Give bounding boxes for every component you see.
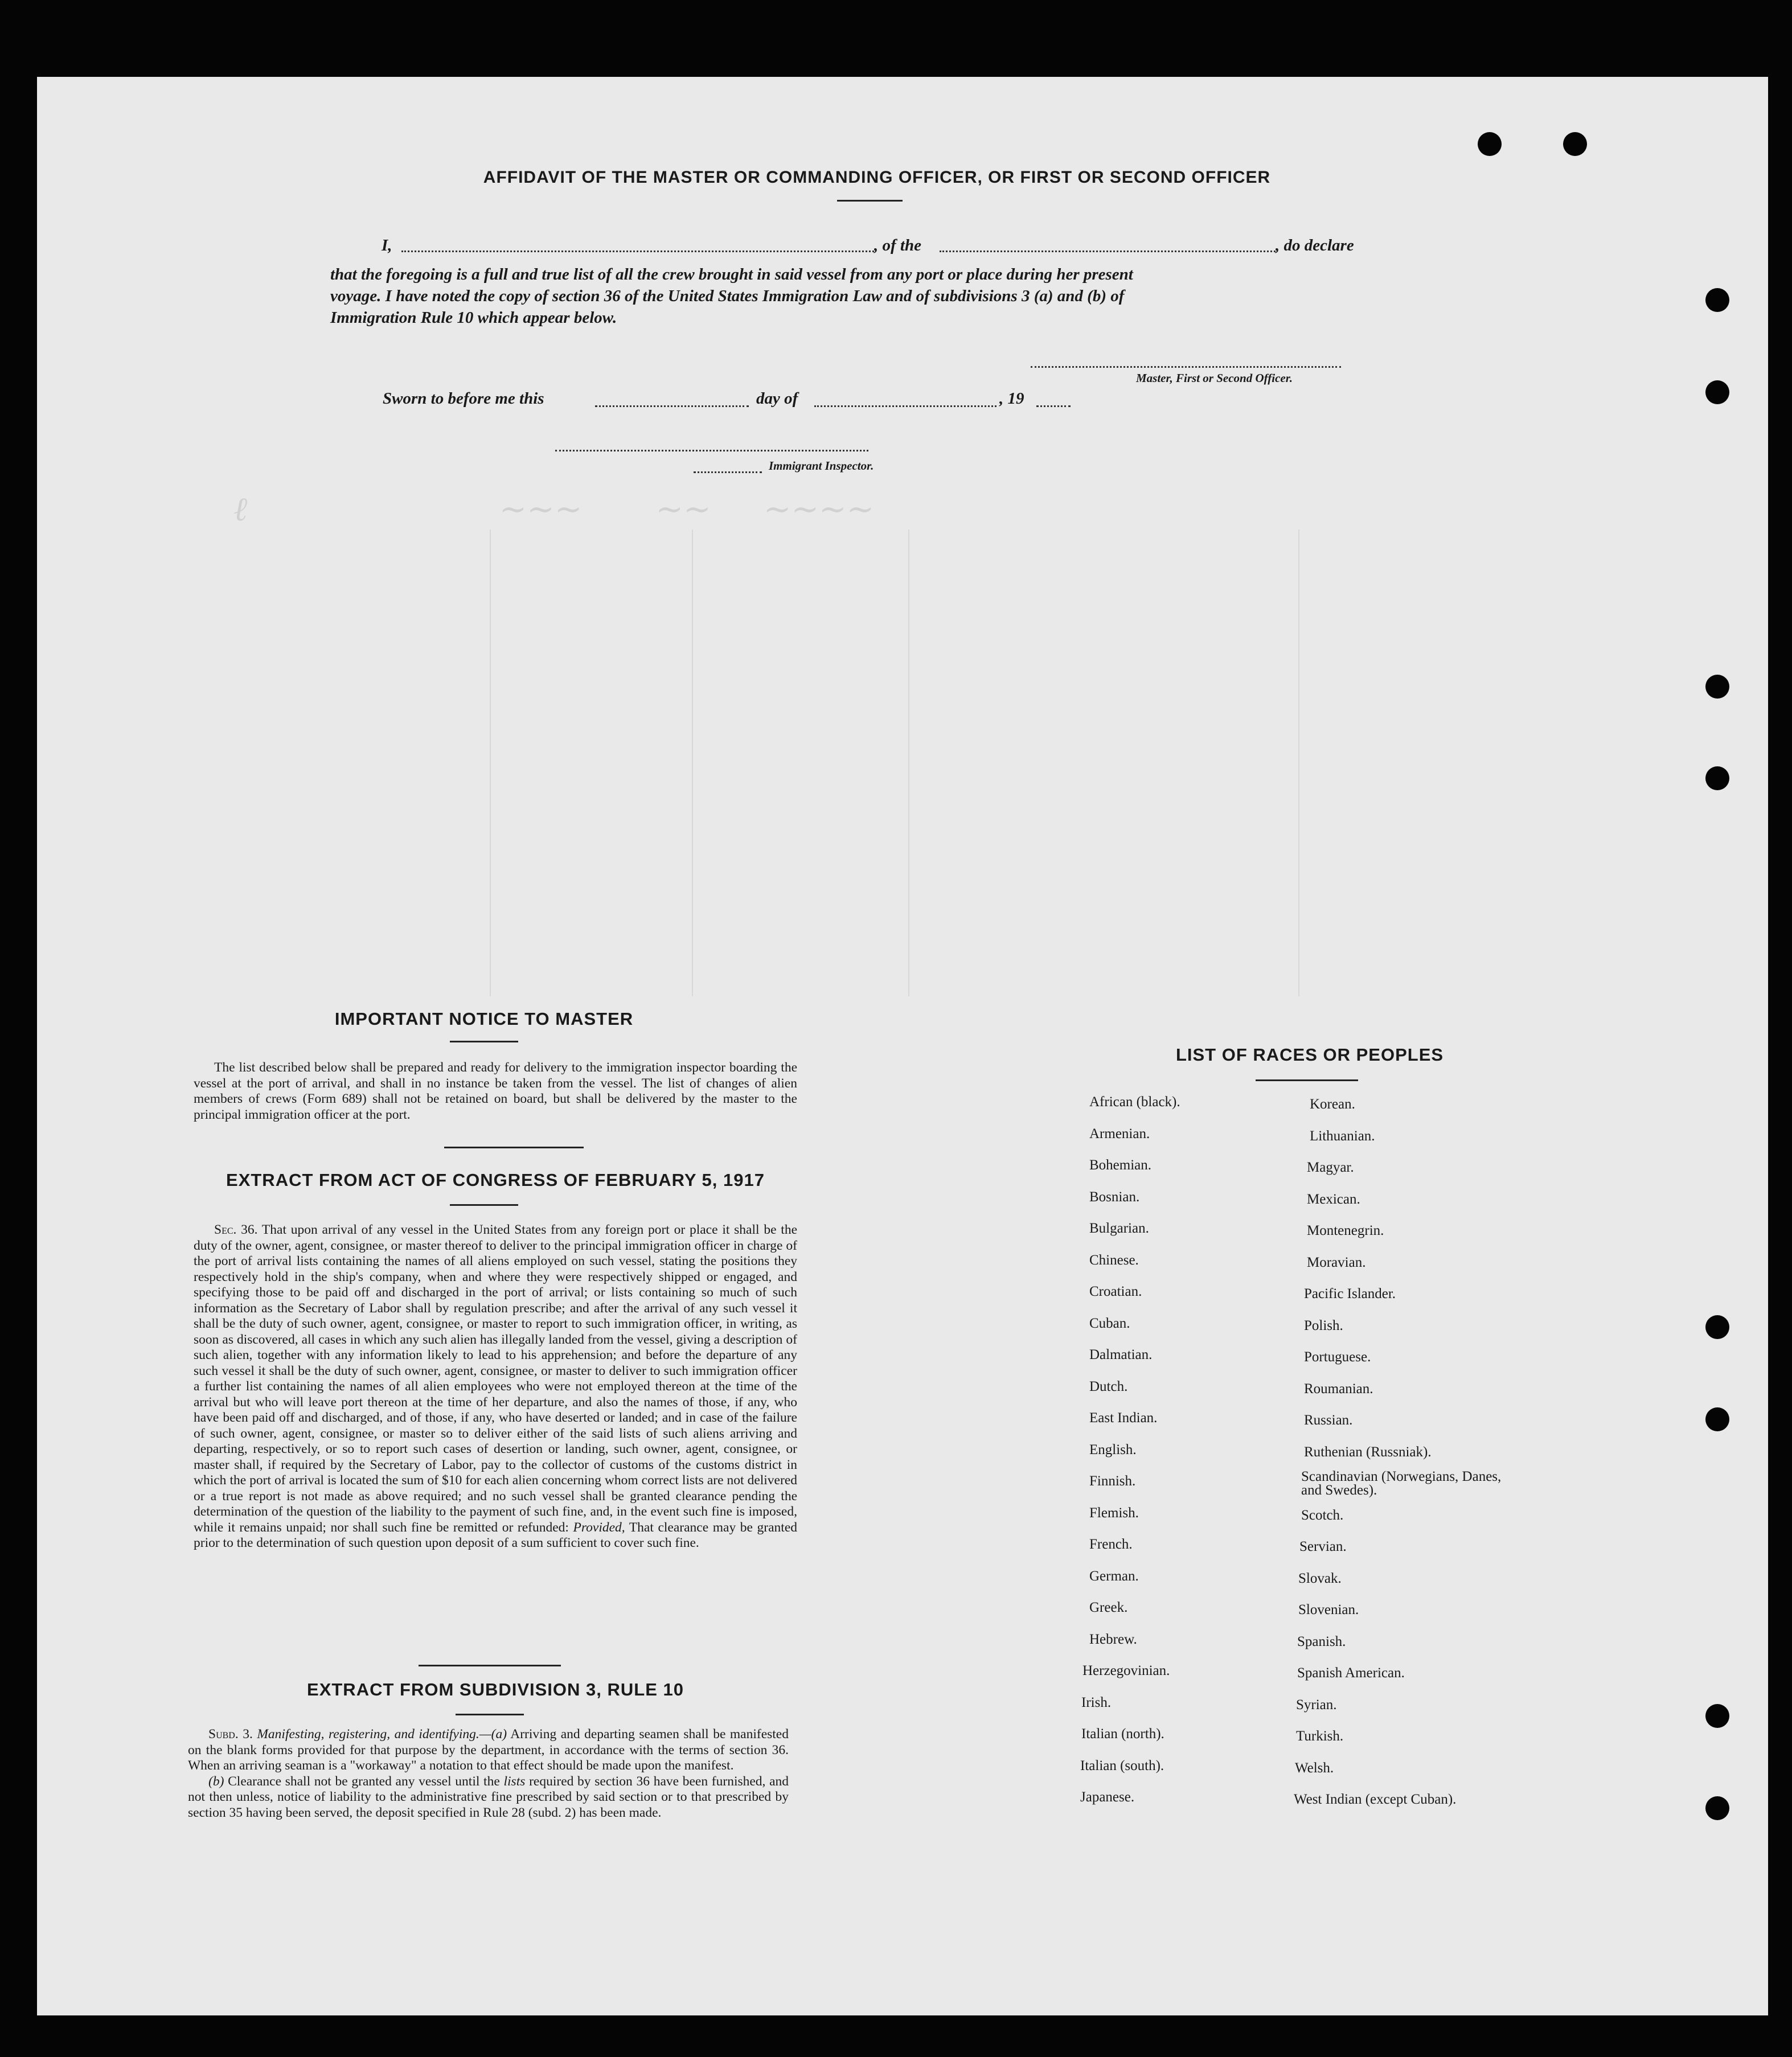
act-underline bbox=[450, 1204, 518, 1206]
para-a-text: Arriving and departing seamen shall be manifested on the blank forms provided for that purpose by the department, in accordance with the terms of section 36. When an arriving seaman is a "workaway" a notation to that effect should be made upon the manifest. bbox=[188, 1727, 789, 1773]
race-item: Spanish American. bbox=[1297, 1665, 1405, 1681]
race-item: Armenian. bbox=[1089, 1126, 1150, 1142]
race-item: Polish. bbox=[1304, 1317, 1343, 1333]
race-item: French. bbox=[1089, 1537, 1133, 1552]
para-b-text-1: Clearance shall not be granted any vessel until the bbox=[228, 1773, 500, 1789]
vessel-blank[interactable] bbox=[940, 251, 1276, 252]
rule-title: EXTRACT FROM SUBDIVISION 3, RULE 10 bbox=[307, 1680, 684, 1699]
sworn-year-blank[interactable] bbox=[1036, 405, 1071, 407]
para-b-label: (b) bbox=[208, 1773, 224, 1789]
para-b-lists: lists bbox=[503, 1773, 526, 1789]
binder-hole bbox=[1705, 766, 1729, 790]
rule-text bbox=[188, 1727, 789, 1821]
para-a-label: —(a) bbox=[479, 1727, 507, 1742]
race-item: Italian (south). bbox=[1080, 1758, 1164, 1773]
binder-hole bbox=[1705, 1796, 1729, 1820]
bleed-through-line bbox=[1298, 529, 1299, 996]
races-underline bbox=[1256, 1079, 1358, 1081]
race-item: Mexican. bbox=[1307, 1191, 1360, 1207]
binder-hole bbox=[1705, 1315, 1729, 1339]
name-blank[interactable] bbox=[401, 251, 874, 252]
day-of-label: day of bbox=[756, 389, 798, 408]
race-item: East Indian. bbox=[1089, 1410, 1158, 1426]
of-the-label: , of the bbox=[874, 236, 921, 254]
inspector-signature-line[interactable] bbox=[555, 450, 868, 451]
race-item: Chinese. bbox=[1089, 1252, 1139, 1268]
race-item: Hebrew. bbox=[1089, 1631, 1137, 1647]
officer-signature-line[interactable] bbox=[1031, 366, 1341, 368]
binder-hole bbox=[1705, 288, 1729, 312]
binder-hole bbox=[1705, 1407, 1729, 1431]
race-item: Herzegovinian. bbox=[1082, 1663, 1170, 1678]
race-item: Lithuanian. bbox=[1310, 1128, 1375, 1144]
rule-underline bbox=[456, 1714, 524, 1715]
rule-paragraph-a bbox=[188, 1727, 789, 1774]
race-item: Croatian. bbox=[1089, 1284, 1142, 1299]
race-item: Roumanian. bbox=[1304, 1381, 1373, 1397]
para-b-text-2: required by section 36 have been furnished, and not then unless, notice of liability to the administrative fine prescribed by said section or to that prescribed by section 35 having been served, the deposit specified in Rule 28 (subd. 2) has been made. bbox=[188, 1773, 789, 1820]
race-item: Spanish. bbox=[1297, 1633, 1346, 1649]
race-item: Pacific Islander. bbox=[1304, 1286, 1396, 1301]
race-item: English. bbox=[1089, 1442, 1137, 1457]
race-item: Cuban. bbox=[1089, 1315, 1130, 1331]
bleed-through-line bbox=[692, 529, 693, 996]
binder-hole bbox=[1563, 132, 1587, 156]
section-divider bbox=[419, 1665, 561, 1666]
rule-paragraph-b bbox=[188, 1774, 789, 1821]
sworn-label: Sworn to before me this bbox=[383, 389, 544, 408]
race-item: Magyar. bbox=[1307, 1160, 1354, 1175]
subd-label: Subd. 3. bbox=[208, 1727, 253, 1742]
race-item: Dutch. bbox=[1089, 1378, 1128, 1394]
race-item: Slovak. bbox=[1298, 1570, 1342, 1586]
binder-hole bbox=[1705, 675, 1729, 699]
race-item: Korean. bbox=[1310, 1097, 1355, 1112]
title-underline bbox=[837, 200, 903, 202]
inspector-prefix-dots bbox=[694, 471, 762, 473]
races-title: LIST OF RACES OR PEOPLES bbox=[1175, 1045, 1444, 1065]
affidavit-line-2: that the foregoing is a full and true list of all the crew brought in said vessel from any port or place during her present bbox=[330, 265, 1133, 284]
officer-caption: Master, First or Second Officer. bbox=[1136, 371, 1293, 385]
race-item: Russian. bbox=[1304, 1413, 1353, 1428]
race-item: Bohemian. bbox=[1089, 1157, 1152, 1173]
race-item: Scandinavian (Norwegians, Danes, and Swedes). bbox=[1301, 1469, 1502, 1498]
bleed-through-writing: ℓ ~~~ ~~ ~~~~ bbox=[233, 490, 875, 528]
race-item: Ruthenian (Russniak). bbox=[1304, 1444, 1432, 1460]
race-item: Bosnian. bbox=[1089, 1189, 1140, 1205]
notice-text bbox=[194, 1060, 797, 1123]
race-item: German. bbox=[1089, 1568, 1139, 1584]
affidavit-title: AFFIDAVIT OF THE MASTER OR COMMANDING OFFICER, OR FIRST OR SECOND OFFICER bbox=[483, 168, 1271, 187]
race-item: Montenegrin. bbox=[1307, 1223, 1384, 1238]
race-item: Portuguese. bbox=[1304, 1349, 1371, 1365]
binder-hole bbox=[1705, 380, 1729, 404]
bleed-through-line bbox=[490, 529, 491, 996]
affidavit-line-4: Immigration Rule 10 which appear below. bbox=[330, 309, 617, 327]
bleed-through-line bbox=[908, 529, 909, 996]
race-item: Japanese. bbox=[1080, 1789, 1135, 1805]
sworn-month-blank[interactable] bbox=[814, 405, 997, 407]
binder-hole bbox=[1478, 132, 1502, 156]
act-paragraph bbox=[194, 1222, 797, 1551]
section-divider bbox=[444, 1147, 584, 1148]
binder-hole bbox=[1705, 1704, 1729, 1728]
race-item: Moravian. bbox=[1307, 1254, 1366, 1270]
race-item: Irish. bbox=[1081, 1694, 1112, 1710]
sec-label: Sec. 36. bbox=[214, 1222, 258, 1237]
year-label: , 19 bbox=[999, 389, 1024, 408]
race-item: Greek. bbox=[1089, 1600, 1128, 1615]
race-item: Flemish. bbox=[1089, 1505, 1139, 1521]
race-item: Dalmatian. bbox=[1089, 1347, 1153, 1362]
subd-heading: Manifesting, registering, and identifying. bbox=[257, 1727, 479, 1742]
notice-underline bbox=[450, 1041, 518, 1042]
affidavit-line-3: voyage. I have noted the copy of section 36 of the United States Immigration Law and of subdivisions 3 (a) and (b) of bbox=[330, 287, 1125, 305]
notice-title: IMPORTANT NOTICE TO MASTER bbox=[334, 1009, 634, 1029]
notice-paragraph: The list described below shall be prepared and ready for delivery to the immigration inspector boarding the vessel at the port of arrival, and shall in no instance be taken from the vessel. The list of changes of alien members of crews (Form 689) shall not be retained on board, but shall be delivered by the master to the principal immigration officer at the port. bbox=[194, 1060, 797, 1122]
race-item: Italian (north). bbox=[1081, 1726, 1164, 1742]
declare-label: , do declare bbox=[1276, 236, 1354, 254]
act-body: That upon arrival of any vessel in the United States from any foreign port or place it shall be the duty of the owner, agent, consignee, or master thereof to deliver to the principal immigration officer in charge of the port of arrival lists containing the names of all aliens employed on such vessel, stating the positions they respectively hold in the ship's company, when and where they were respectively shipped or engaged, and specifying those to be paid off and discharged in the port of arrival; or lists containing so much of such information as the Secretary of Labor shall by regulation prescribe; and after the arrival of any such vessel it shall be the duty of such owner, agent, consignee, or master to report to such immigration officer, in writing, as soon as discovered, all cases in which any such alien has illegally landed from the vessel, giving a description of such alien, together with any information likely to lead to his apprehension; and before the departure of any such vessel it shall be the duty of such owner, agent, consignee, or master to deliver to such immigration officer a further list containing the names of all alien employees who were not employed thereon at the time of the arrival but who will leave port thereon at the time of her departure, and also the names of those, if any, who have been paid off and discharged, and of those, if any, who have deserted or landed; and in case of the failure of such owner, agent, consignee, or master so to deliver either of the said lists of such aliens arriving and departing, respectively, or so to report such cases of desertion or landing, such owner, agent, consignee, or master shall, if required by the Secretary of Labor, pay to the collector of customs of the customs district in which the port of arrival is located the sum of $10 for each alien concerning whom correct lists are not delivered or a true report is not made as above required; and no such vessel shall be granted clearance pending the determination of the question of the liability to the payment of such fine, and, in the event such fine is imposed, while it remains unpaid; nor shall such fine be remitted or refunded: bbox=[194, 1222, 798, 1535]
race-item: Finnish. bbox=[1089, 1473, 1136, 1489]
provided-text: That clearance may be granted prior to the determination of such question upon deposit of a sum sufficient to cover such fine. bbox=[194, 1520, 797, 1550]
sworn-day-blank[interactable] bbox=[595, 405, 749, 407]
act-title: EXTRACT FROM ACT OF CONGRESS OF FEBRUARY 5, 1917 bbox=[226, 1170, 765, 1190]
race-item: Syrian. bbox=[1296, 1697, 1337, 1713]
race-item: West Indian (except Cuban). bbox=[1294, 1792, 1457, 1807]
race-item: Bulgarian. bbox=[1089, 1221, 1149, 1236]
inspector-caption: Immigrant Inspector. bbox=[769, 459, 874, 473]
race-item: Servian. bbox=[1299, 1539, 1347, 1554]
provided-label: Provided, bbox=[573, 1520, 625, 1535]
act-text bbox=[194, 1222, 797, 1551]
race-item: Turkish. bbox=[1296, 1728, 1344, 1744]
race-item: African (black). bbox=[1089, 1094, 1180, 1110]
race-item: Scotch. bbox=[1301, 1507, 1344, 1523]
race-item: Welsh. bbox=[1295, 1760, 1334, 1776]
i-label: I, bbox=[382, 236, 392, 254]
race-item: Slovenian. bbox=[1298, 1602, 1359, 1617]
